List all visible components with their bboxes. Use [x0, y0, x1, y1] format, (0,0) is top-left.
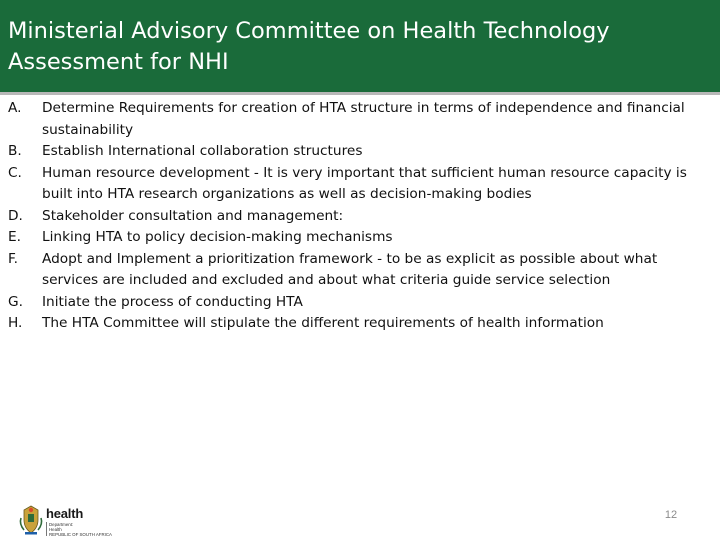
list-item [8, 98, 712, 141]
item-marker: G. [8, 293, 23, 310]
list-item [8, 206, 712, 228]
item-text: The HTA Committee will stipulate the different requirements of health information [42, 315, 604, 331]
page-number: 12 [664, 509, 678, 521]
list-item [8, 292, 712, 314]
list-item [8, 249, 712, 292]
item-text: Linking HTA to policy decision-making mechanisms [42, 229, 393, 245]
item-marker: D. [8, 207, 23, 224]
dept-line: Department: [49, 522, 74, 527]
department-text [49, 522, 112, 537]
health-wordmark: health [46, 506, 84, 521]
item-text: Initiate the process of conducting HTA [42, 293, 303, 310]
item-marker: E. [8, 229, 21, 245]
item-text: Establish International collaboration structures [42, 143, 363, 159]
item-text: Determine Requirements for creation of HTA structure in terms of independence and financial sustainability [42, 100, 685, 138]
item-marker: H. [8, 315, 23, 331]
list-item [8, 313, 712, 335]
item-marker: C. [8, 164, 22, 181]
item-marker: B. [8, 143, 22, 159]
item-marker: F. [8, 250, 19, 267]
list-item [8, 227, 712, 249]
item-list [8, 98, 712, 335]
title-bar [0, 0, 720, 95]
list-item [8, 163, 712, 206]
item-text: Adopt and Implement a prioritization framework - to be as explicit as possible about what services are included and excluded and about what criteria guide service selection [42, 250, 658, 288]
item-text: Human resource development - It is very important that sufficient human resource capacity is built into HTA research organizations as well as decision-making bodies [42, 164, 687, 202]
dept-line: Health [49, 527, 62, 532]
slide-title: Ministerial Advisory Committee on Health Technology Assessment for NHI [8, 18, 610, 75]
item-marker: A. [8, 100, 22, 116]
item-text: Stakeholder consultation and management: [42, 207, 344, 224]
coat-of-arms-icon [18, 504, 44, 536]
dept-line: REPUBLIC OF SOUTH AFRICA [49, 532, 112, 537]
department-logo [18, 498, 118, 540]
list-item [8, 141, 712, 163]
